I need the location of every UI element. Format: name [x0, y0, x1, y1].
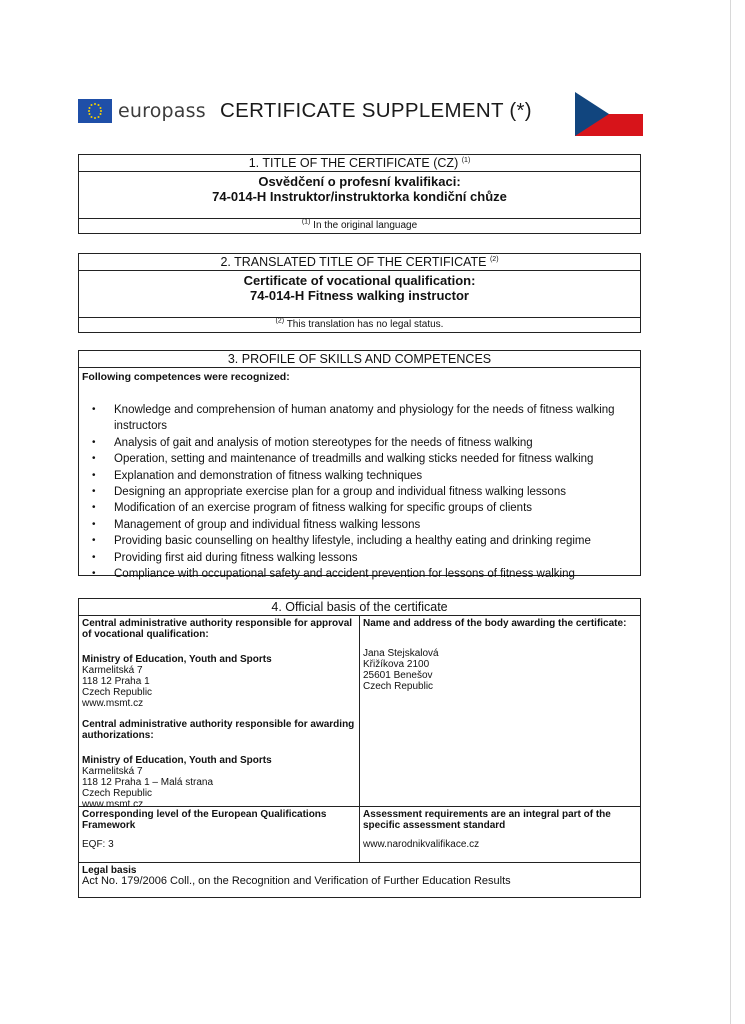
section-heading	[79, 254, 640, 271]
awarding-body-label: Name and address of the body awarding the certificate:	[363, 618, 627, 629]
section-heading-text: 1. TITLE OF THE CERTIFICATE (CZ)	[248, 156, 459, 170]
assessment-cell	[360, 807, 640, 862]
awarding-authority-label: Central administrative authority responsible for awarding authorizations:	[82, 719, 355, 741]
certificate-title-line1: Osvědčení o profesní kvalifikaci:	[258, 174, 461, 189]
list-item: • Explanation and demonstration of fitness walking techniques	[114, 468, 640, 484]
eqf-label: Corresponding level of the European Qualifications Framework	[82, 809, 327, 831]
assessment-label: Assessment requirements are an integral part of the specific assessment standard	[363, 809, 611, 831]
translated-title-line2: 74-014-H Fitness walking instructor	[250, 288, 469, 303]
legal-basis	[79, 863, 640, 889]
awarding-body-name: Jana Stejskalová	[363, 648, 439, 659]
competences-list	[79, 402, 640, 582]
eu-flag-icon	[78, 99, 112, 123]
czech-flag-icon	[575, 92, 643, 136]
authorities-row	[79, 616, 640, 810]
section-heading: 3. PROFILE OF SKILLS AND COMPETENCES	[79, 351, 640, 368]
approval-authority-city: 118 12 Praha 1	[82, 676, 150, 687]
authorities-cell	[79, 616, 360, 813]
translated-title-line1: Certificate of vocational qualification:	[243, 273, 476, 288]
translated-title	[79, 271, 640, 318]
footnote-marker: (1)	[301, 218, 311, 226]
competences-intro: Following competences were recognized:	[82, 371, 290, 383]
list-item: • Designing an appropriate exercise plan for a group and individual fitness walking lessons	[114, 484, 640, 500]
awarding-authority-street: Karmelitská 7	[82, 766, 143, 777]
certificate-title-line2: 74-014-H Instruktor/instruktorka kondiční chůze	[212, 189, 507, 204]
awarding-authority-country: Czech Republic	[82, 788, 153, 799]
list-item: • Providing basic counselling on healthy lifestyle, including a healthy eating and drinking regime	[114, 533, 640, 549]
list-item: • Management of group and individual fitness walking lessons	[114, 517, 640, 533]
awarding-body-country: Czech Republic	[363, 681, 434, 692]
awarding-body-street: Křižíkova 2100	[363, 659, 430, 670]
eqf-row	[79, 807, 640, 863]
legal-basis-label: Legal basis	[82, 865, 137, 876]
section-translated-title	[78, 253, 641, 333]
footnote-marker: (1)	[461, 156, 471, 164]
approval-authority-street: Karmelitská 7	[82, 665, 143, 676]
awarding-authority-city: 118 12 Praha 1 – Malá strana	[82, 777, 214, 788]
awarding-body-cell	[360, 616, 640, 813]
footnote-marker: (2)	[275, 317, 285, 325]
header	[78, 92, 644, 140]
list-item: • Analysis of gait and analysis of motion stereotypes for the needs of fitness walking	[114, 435, 640, 451]
list-item: • Modification of an exercise program of fitness walking for specific groups of clients	[114, 500, 640, 516]
awarding-body-city: 25601 Benešov	[363, 670, 433, 681]
section-title-certificate	[78, 154, 641, 234]
section-heading-text: 2. TRANSLATED TITLE OF THE CERTIFICATE	[220, 255, 487, 269]
footnote-text: This translation has no legal status.	[286, 319, 444, 330]
section-official-basis	[78, 598, 641, 898]
footnote-marker: (2)	[489, 255, 499, 263]
eqf-cell	[79, 807, 360, 862]
legal-basis-text: Act No. 179/2006 Coll., on the Recognition and Verification of Further Education Results	[82, 875, 511, 887]
section-heading: 4. Official basis of the certificate	[79, 599, 640, 616]
approval-authority-website: www.msmt.cz	[82, 698, 144, 709]
europass-logo-text: europass	[118, 100, 206, 122]
awarding-authority-name: Ministry of Education, Youth and Sports	[82, 755, 272, 766]
footnote	[79, 219, 640, 233]
list-item: • Operation, setting and maintenance of treadmills and walking sticks needed for fitness walking	[114, 451, 640, 467]
section-skills-competences	[78, 350, 641, 581]
footnote	[79, 318, 640, 332]
certificate-title	[79, 172, 640, 219]
list-item: • Providing first aid during fitness walking lessons	[114, 550, 640, 566]
list-item: • Compliance with occupational safety and accident prevention for lessons of fitness walking	[114, 566, 640, 582]
approval-authority-label: Central administrative authority responsible for approval of vocational qualification:	[82, 618, 353, 640]
approval-authority-country: Czech Republic	[82, 687, 153, 698]
awarding-authority-website: www.msmt.cz	[82, 799, 144, 810]
footnote-text: In the original language	[313, 220, 418, 231]
scan-edge	[730, 0, 731, 1024]
page-title: CERTIFICATE SUPPLEMENT (*)	[220, 99, 532, 122]
assessment-link[interactable]: www.narodnikvalifikace.cz	[363, 839, 480, 850]
list-item: • Knowledge and comprehension of human anatomy and physiology for the needs of fitness walking instructors	[114, 402, 640, 435]
eqf-value: EQF: 3	[82, 839, 114, 850]
approval-authority-name: Ministry of Education, Youth and Sports	[82, 654, 272, 665]
section-heading	[79, 155, 640, 172]
